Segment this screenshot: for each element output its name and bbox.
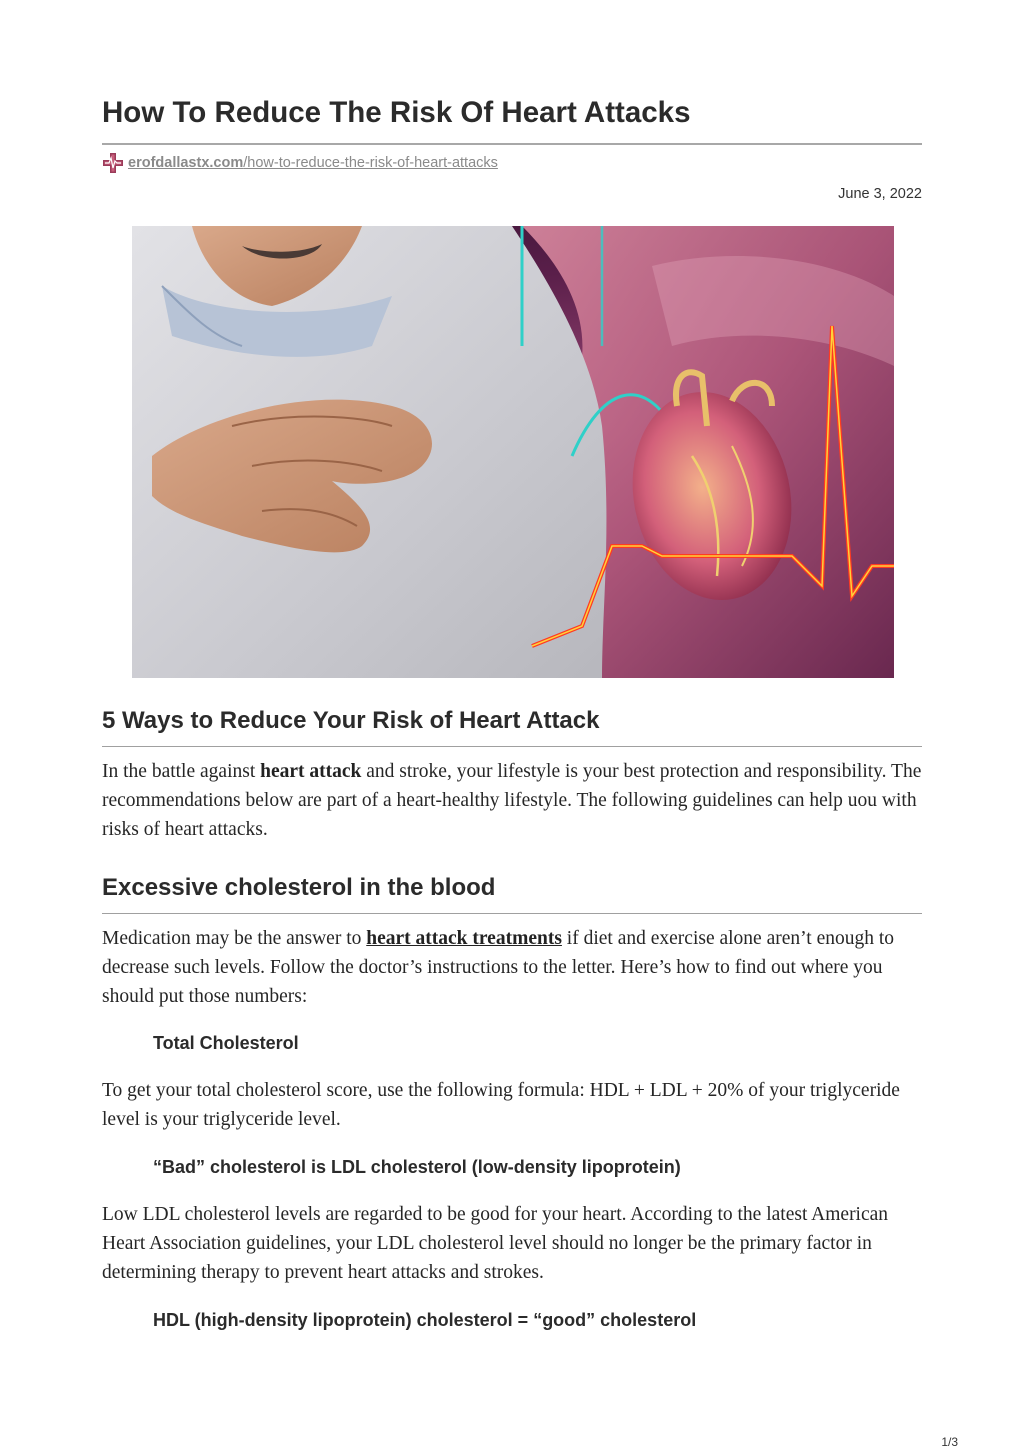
heart-attack-illustration: [132, 226, 894, 678]
heart-attack-treatments-link[interactable]: heart attack treatments: [366, 928, 562, 949]
subheading-hdl: HDL (high-density lipoprotein) cholesterol = “good” cholesterol: [153, 1310, 697, 1330]
intro-paragraph: [102, 757, 922, 844]
intro-text-start: In the battle against: [102, 761, 261, 782]
page-title: How To Reduce The Risk Of Heart Attacks: [102, 96, 691, 129]
section-divider: [102, 746, 922, 747]
total-cholesterol-paragraph: To get your total cholesterol score, use the following formula: HDL + LDL + 20% of your triglyceride level is your triglyceride level.: [102, 1080, 900, 1130]
intro-text-end: and stroke, your lifestyle is your best protection and responsibility. The recommendations below are part of a heart-healthy lifestyle. The following guidelines can help uou with risks of heart attacks.: [102, 761, 922, 840]
section-divider: [102, 913, 922, 914]
subheading-total-cholesterol: Total Cholesterol: [153, 1033, 299, 1053]
section-heading-ways: 5 Ways to Reduce Your Risk of Heart Attack: [102, 707, 600, 734]
cholesterol-paragraph: [102, 924, 922, 1011]
source-url-link[interactable]: [128, 155, 498, 171]
cholesterol-text-end: if diet and exercise alone aren’t enough to decrease such levels. Follow the doctor’s instructions to the letter. Here’s how to find out where you should put those numbers:: [102, 928, 895, 1007]
subheading-ldl: “Bad” cholesterol is LDL cholesterol (low-density lipoprotein): [153, 1157, 681, 1177]
source-domain: erofdallastx.com: [128, 155, 244, 171]
ldl-paragraph: Low LDL cholesterol levels are regarded to be good for your heart. According to the latest American Heart Association guidelines, your LDL cholesterol level should no longer be the primary factor in determining therapy to prevent heart attacks and strokes.: [102, 1204, 889, 1283]
publish-date: June 3, 2022: [838, 186, 922, 202]
title-divider: [102, 143, 922, 145]
source-link-row: [102, 152, 498, 174]
intro-bold-term: heart attack: [260, 761, 362, 782]
cholesterol-text-start: Medication may be the answer to: [102, 928, 367, 949]
section-heading-cholesterol: Excessive cholesterol in the blood: [102, 874, 496, 901]
page-number: 1/3: [941, 1435, 958, 1449]
medical-cross-icon: [102, 152, 124, 174]
source-path: /how-to-reduce-the-risk-of-heart-attacks: [243, 155, 498, 171]
hero-image: [132, 226, 894, 678]
